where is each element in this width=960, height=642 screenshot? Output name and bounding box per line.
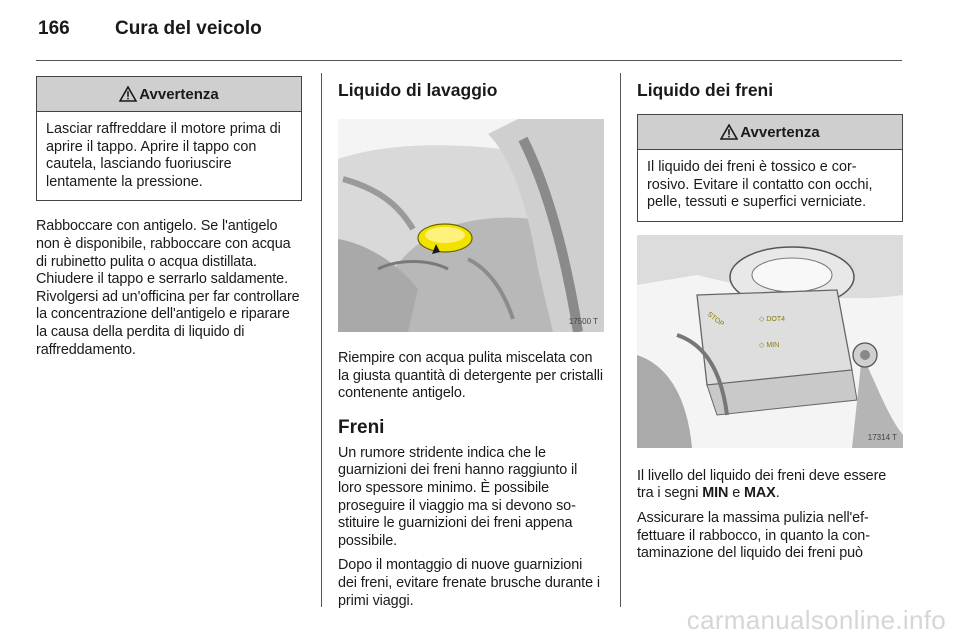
svg-text:STOP: STOP xyxy=(705,310,726,329)
warning-box-brake-fluid xyxy=(637,114,903,222)
warning-box-coolant xyxy=(36,76,302,201)
text-run: Il livello del liquido dei freni deve essere tra i segni xyxy=(637,467,887,502)
warning-label: Avvertenza xyxy=(740,123,820,141)
page-header xyxy=(38,18,262,40)
page-title: Cura del veicolo xyxy=(114,18,262,39)
washer-fluid-image xyxy=(338,119,604,332)
brake-reservoir-illustration xyxy=(637,235,903,448)
text-run: e xyxy=(728,485,744,502)
washer-reservoir-illustration xyxy=(338,119,604,332)
warning-triangle-icon xyxy=(720,124,738,140)
warning-label: Avvertenza xyxy=(139,85,219,103)
watermark-brand: carmanualsonline.info xyxy=(686,605,946,635)
brakes-paragraph-1: Un rumore stridente indica che le guarnizioni dei freni hanno raggiunto il loro spessore minimo. È possibile proseguire il viaggio ma si devono sostituire le guarnizioni dei freni appena possibile. xyxy=(338,444,578,549)
text-run: . xyxy=(775,485,780,502)
column-1 xyxy=(36,76,302,359)
page-number: 166 xyxy=(38,18,70,39)
column-3 xyxy=(637,76,903,563)
warning-text: Il liquido dei freni è tossico e corrosivo. Evitare il contatto con occhi, pelle, tessuti e superfici verniciate. xyxy=(647,159,873,211)
warning-header xyxy=(638,115,902,150)
brake-fluid-level-text xyxy=(637,468,903,503)
brake-fluid-title: Liquido dei freni xyxy=(637,80,774,100)
column-divider-1 xyxy=(321,73,322,607)
header-rule xyxy=(36,60,902,61)
column-2 xyxy=(338,76,604,610)
brakes-title: Freni xyxy=(338,416,385,438)
warning-header xyxy=(37,77,301,112)
image-code-17500: 17500 T xyxy=(568,317,598,326)
washer-fluid-title: Liquido di lavaggio xyxy=(338,80,498,100)
warning-text: Lasciar raffreddare il motore prima di aprire il tappo. Aprire il tappo con cautela, lasciando fuoriuscire lentamente la pressione. xyxy=(46,121,281,190)
brakes-paragraph-2: Dopo il montaggio di nuove guarnizioni dei freni, evitare frenate brusche durante i primi viaggi. xyxy=(338,557,600,609)
min-mark: MIN xyxy=(702,485,729,502)
washer-fluid-caption: Riempire con acqua pulita miscelata con la giusta quantità di detergente per cristalli contenente antigelo. xyxy=(338,350,603,402)
brake-fluid-cleanliness-text: Assicurare la massima pulizia nell'effettuare il rabbocco, in quanto la contaminazione del liquido dei freni può xyxy=(637,509,870,562)
svg-text:◇ DOT4: ◇ DOT4 xyxy=(759,315,785,323)
warning-triangle-icon xyxy=(119,86,137,102)
max-mark: MAX xyxy=(744,485,776,502)
brake-fluid-image xyxy=(637,235,903,448)
coolant-instructions: Rabboccare con antigelo. Se l'antigelo non è disponibile, rabboccare con acqua di rubinetto pulita o acqua distillata. Chiudere il tappo e serrarlo saldamente. Rivolgersi ad un'officina per far controllare la concentrazione dell'antigelo e riparare la causa della perdita di liquido di raffreddamento. xyxy=(36,218,300,358)
image-code-17314: 17314 T xyxy=(867,432,897,442)
column-divider-2 xyxy=(620,73,621,607)
svg-text:◇ MIN: ◇ MIN xyxy=(759,341,780,349)
